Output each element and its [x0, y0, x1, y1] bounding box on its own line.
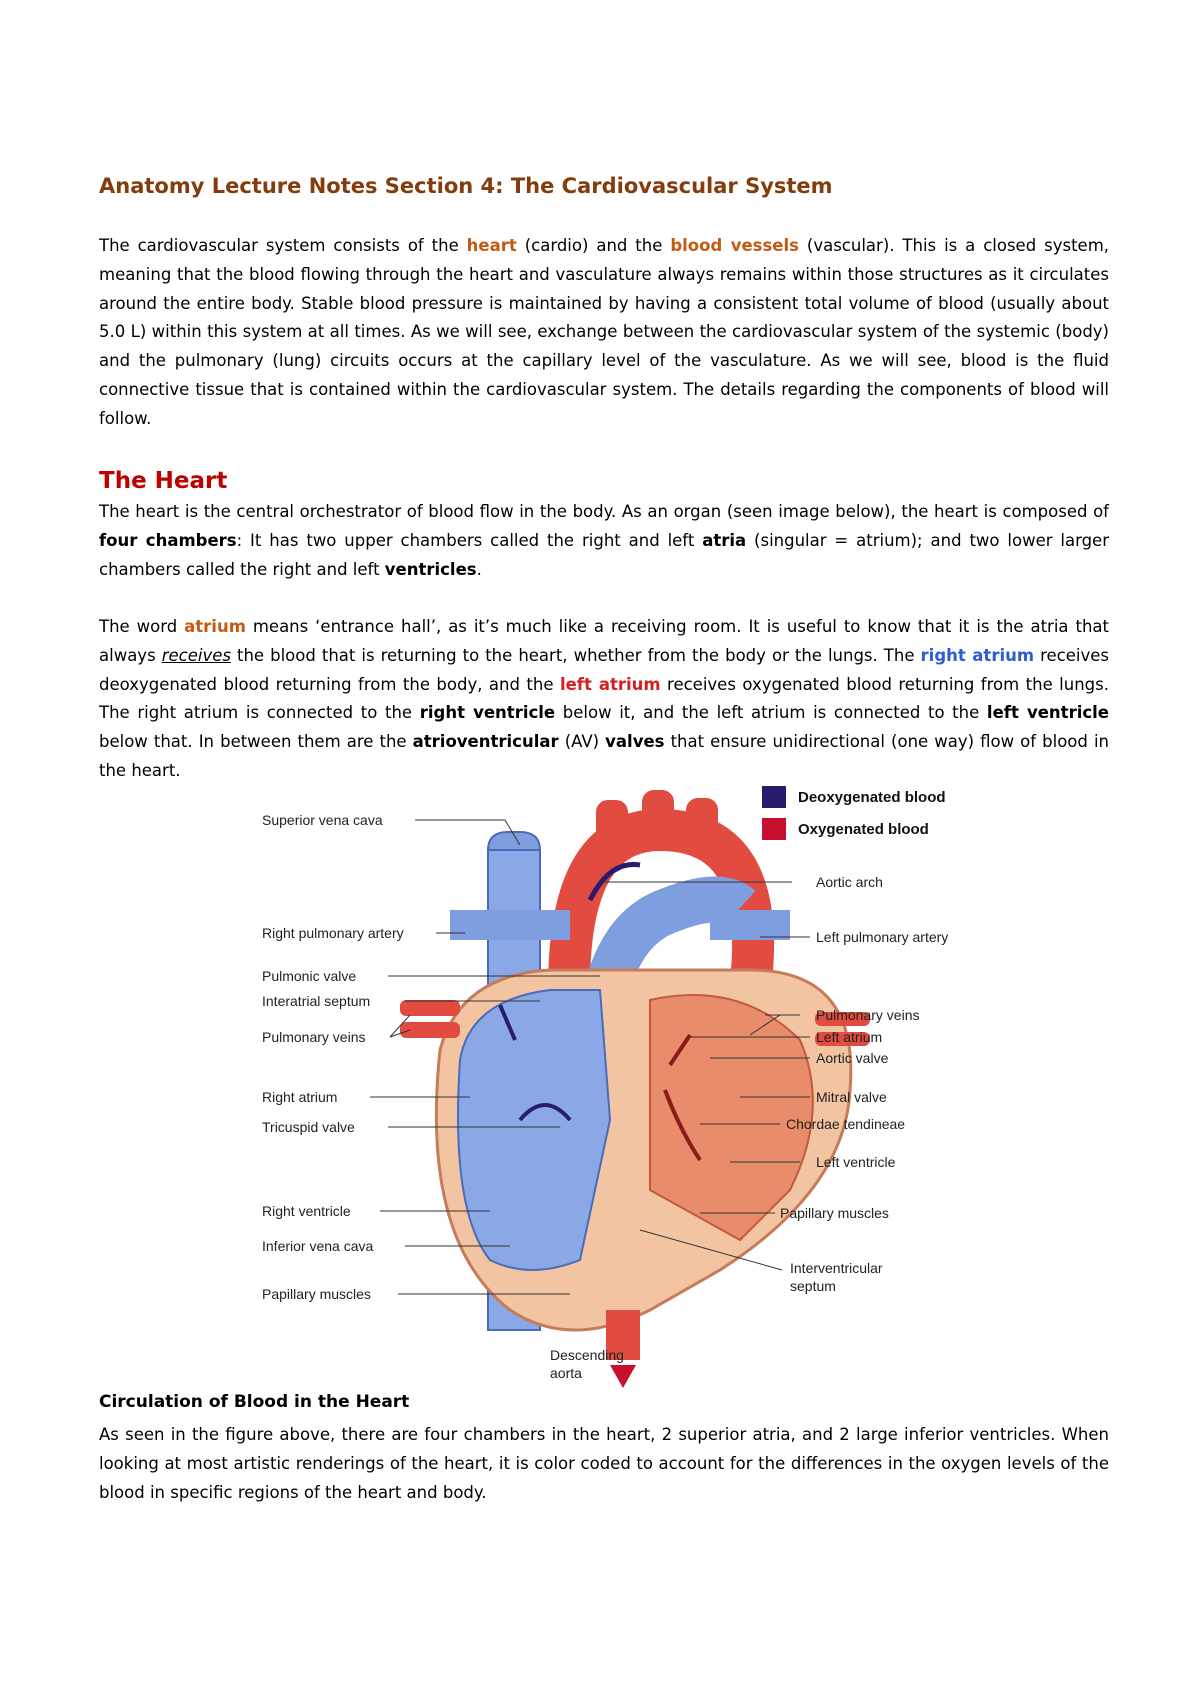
heart-diagram-svg — [262, 789, 990, 1388]
text-run: The word — [99, 617, 185, 636]
text-run: (vascular). This is a closed system, meaning that the blood flowing through the heart and vasculature always remains within those structures as it circulates around the entire body. Stable blood pressure is maintained by having a consistent total volume of blood (usually about 5.0 L) within this system at all times. As we will see, exchange between the cardiovascular system of the systemic (body) and the pulmonary (lung) circuits occurs at the capillary level of the vasculature. As we will see, blood is the fluid connective tissue that is contained within the cardiovascular system. The details regarding the components of blood will follow. — [99, 236, 1110, 428]
legend-deoxygenated: Deoxygenated blood — [798, 789, 946, 806]
text-run: : It has two upper chambers called the right and left — [236, 530, 703, 550]
page-title: Anatomy Lecture Notes Section 4: The Cardiovascular System — [99, 174, 833, 198]
text-run: . — [476, 559, 482, 579]
text-run: receives oxygenated blood returning from the lungs. The right atrium is connected to the — [99, 674, 1109, 723]
text-run: (cardio) and the — [516, 236, 671, 255]
term-ventricles: ventricles — [384, 559, 477, 579]
aorta-branch-shape — [642, 790, 674, 850]
aorta-branch-shape — [686, 798, 718, 858]
label-interventricular: Interventricular — [790, 1260, 883, 1276]
legend-swatch-deoxygenated — [762, 786, 786, 808]
label-right-ventricle: Right ventricle — [262, 1203, 351, 1219]
term-left-ventricle: left ventricle — [986, 703, 1109, 723]
text-run: that ensure unidirectional (one way) flow of blood in the heart. — [99, 732, 1109, 780]
label-interatrial-septum: Interatrial septum — [262, 993, 371, 1009]
text-run: (singular = atrium); and two lower larger chambers called the right and left — [99, 530, 1109, 579]
text-run: the blood that is returning to the heart, whether from the body or the lungs. The — [230, 645, 921, 665]
label-chordae-tendineae: Chordae tendineae — [786, 1116, 906, 1132]
term-left-atrium: left atrium — [559, 674, 661, 694]
legend-oxygenated: Oxygenated blood — [798, 821, 929, 838]
label-right-atrium: Right atrium — [262, 1089, 338, 1105]
label-right-pulmonary-artery: Right pulmonary artery — [262, 925, 404, 941]
label-pulmonary-veins-left: Pulmonary veins — [262, 1029, 366, 1045]
term-valves: valves — [605, 732, 665, 752]
label-tricuspid-valve: Tricuspid valve — [262, 1119, 355, 1135]
label-septum: septum — [790, 1278, 836, 1294]
term-atrium: atrium — [184, 617, 246, 636]
text-run: receives deoxygenated blood returning from the body, and the — [99, 645, 1109, 694]
label-papillary-muscles-right: Papillary muscles — [780, 1205, 889, 1221]
legend-swatch-oxygenated — [762, 818, 786, 840]
term-right-ventricle: right ventricle — [419, 703, 556, 723]
label-pulmonic-valve: Pulmonic valve — [262, 968, 357, 984]
arrow-icon — [610, 1365, 636, 1388]
text-run: below it, and the left atrium is connected to the — [555, 703, 987, 723]
label-pulmonary-veins-right: Pulmonary veins — [816, 1007, 920, 1023]
label-superior-vena-cava: Superior vena cava — [262, 812, 383, 828]
circulation-paragraph: As seen in the figure above, there are four chambers in the heart, 2 superior atria, and 2 large inferior ventricles. When looking at most artistic renderings of the heart, it is color coded to account for the differences in the oxygen levels of the blood in specific regions of the heart and body. — [99, 1425, 1109, 1502]
label-mitral-valve: Mitral valve — [816, 1089, 887, 1105]
term-right-atrium: right atrium — [920, 645, 1035, 665]
term-atrioventricular: atrioventricular — [412, 732, 559, 752]
text-run: below that. In between them are the — [99, 732, 413, 752]
pulmonary-vein-shape — [400, 1000, 460, 1016]
label-left-ventricle: Left ventricle — [816, 1154, 896, 1170]
aorta-branch-shape — [596, 800, 628, 860]
heart-paragraph — [99, 498, 1109, 584]
right-chambers-shape — [458, 990, 610, 1270]
text-run: (AV) — [558, 732, 606, 752]
term-receives: receives — [161, 645, 231, 665]
text-run: The cardiovascular system consists of the — [99, 236, 467, 255]
label-aorta: aorta — [550, 1365, 582, 1381]
section-heading-heart: The Heart — [99, 468, 228, 494]
label-left-pulmonary-artery: Left pulmonary artery — [816, 929, 949, 945]
term-heart: heart — [466, 236, 517, 255]
term-blood-vessels: blood vessels — [670, 236, 799, 255]
term-atria: atria — [702, 530, 747, 550]
intro-paragraph — [99, 232, 1109, 434]
label-inferior-vena-cava: Inferior vena cava — [262, 1238, 374, 1254]
atrium-paragraph — [99, 613, 1109, 786]
text-run: The heart is the central orchestrator of blood flow in the body. As an organ (seen image below), the heart is composed of — [99, 502, 1109, 521]
text-run: means ‘entrance hall’, as it’s much like a receiving room. It is useful to know that it is the atria that always — [99, 617, 1109, 665]
label-descending: Descending — [550, 1347, 624, 1363]
heart-diagram — [262, 789, 990, 1388]
label-left-atrium: Left atrium — [816, 1029, 883, 1045]
term-four-chambers: four chambers — [99, 530, 237, 550]
label-aortic-arch: Aortic arch — [816, 874, 883, 890]
section-heading-circulation: Circulation of Blood in the Heart — [99, 1392, 410, 1412]
label-aortic-valve: Aortic valve — [816, 1050, 889, 1066]
label-papillary-muscles-left: Papillary muscles — [262, 1286, 371, 1302]
